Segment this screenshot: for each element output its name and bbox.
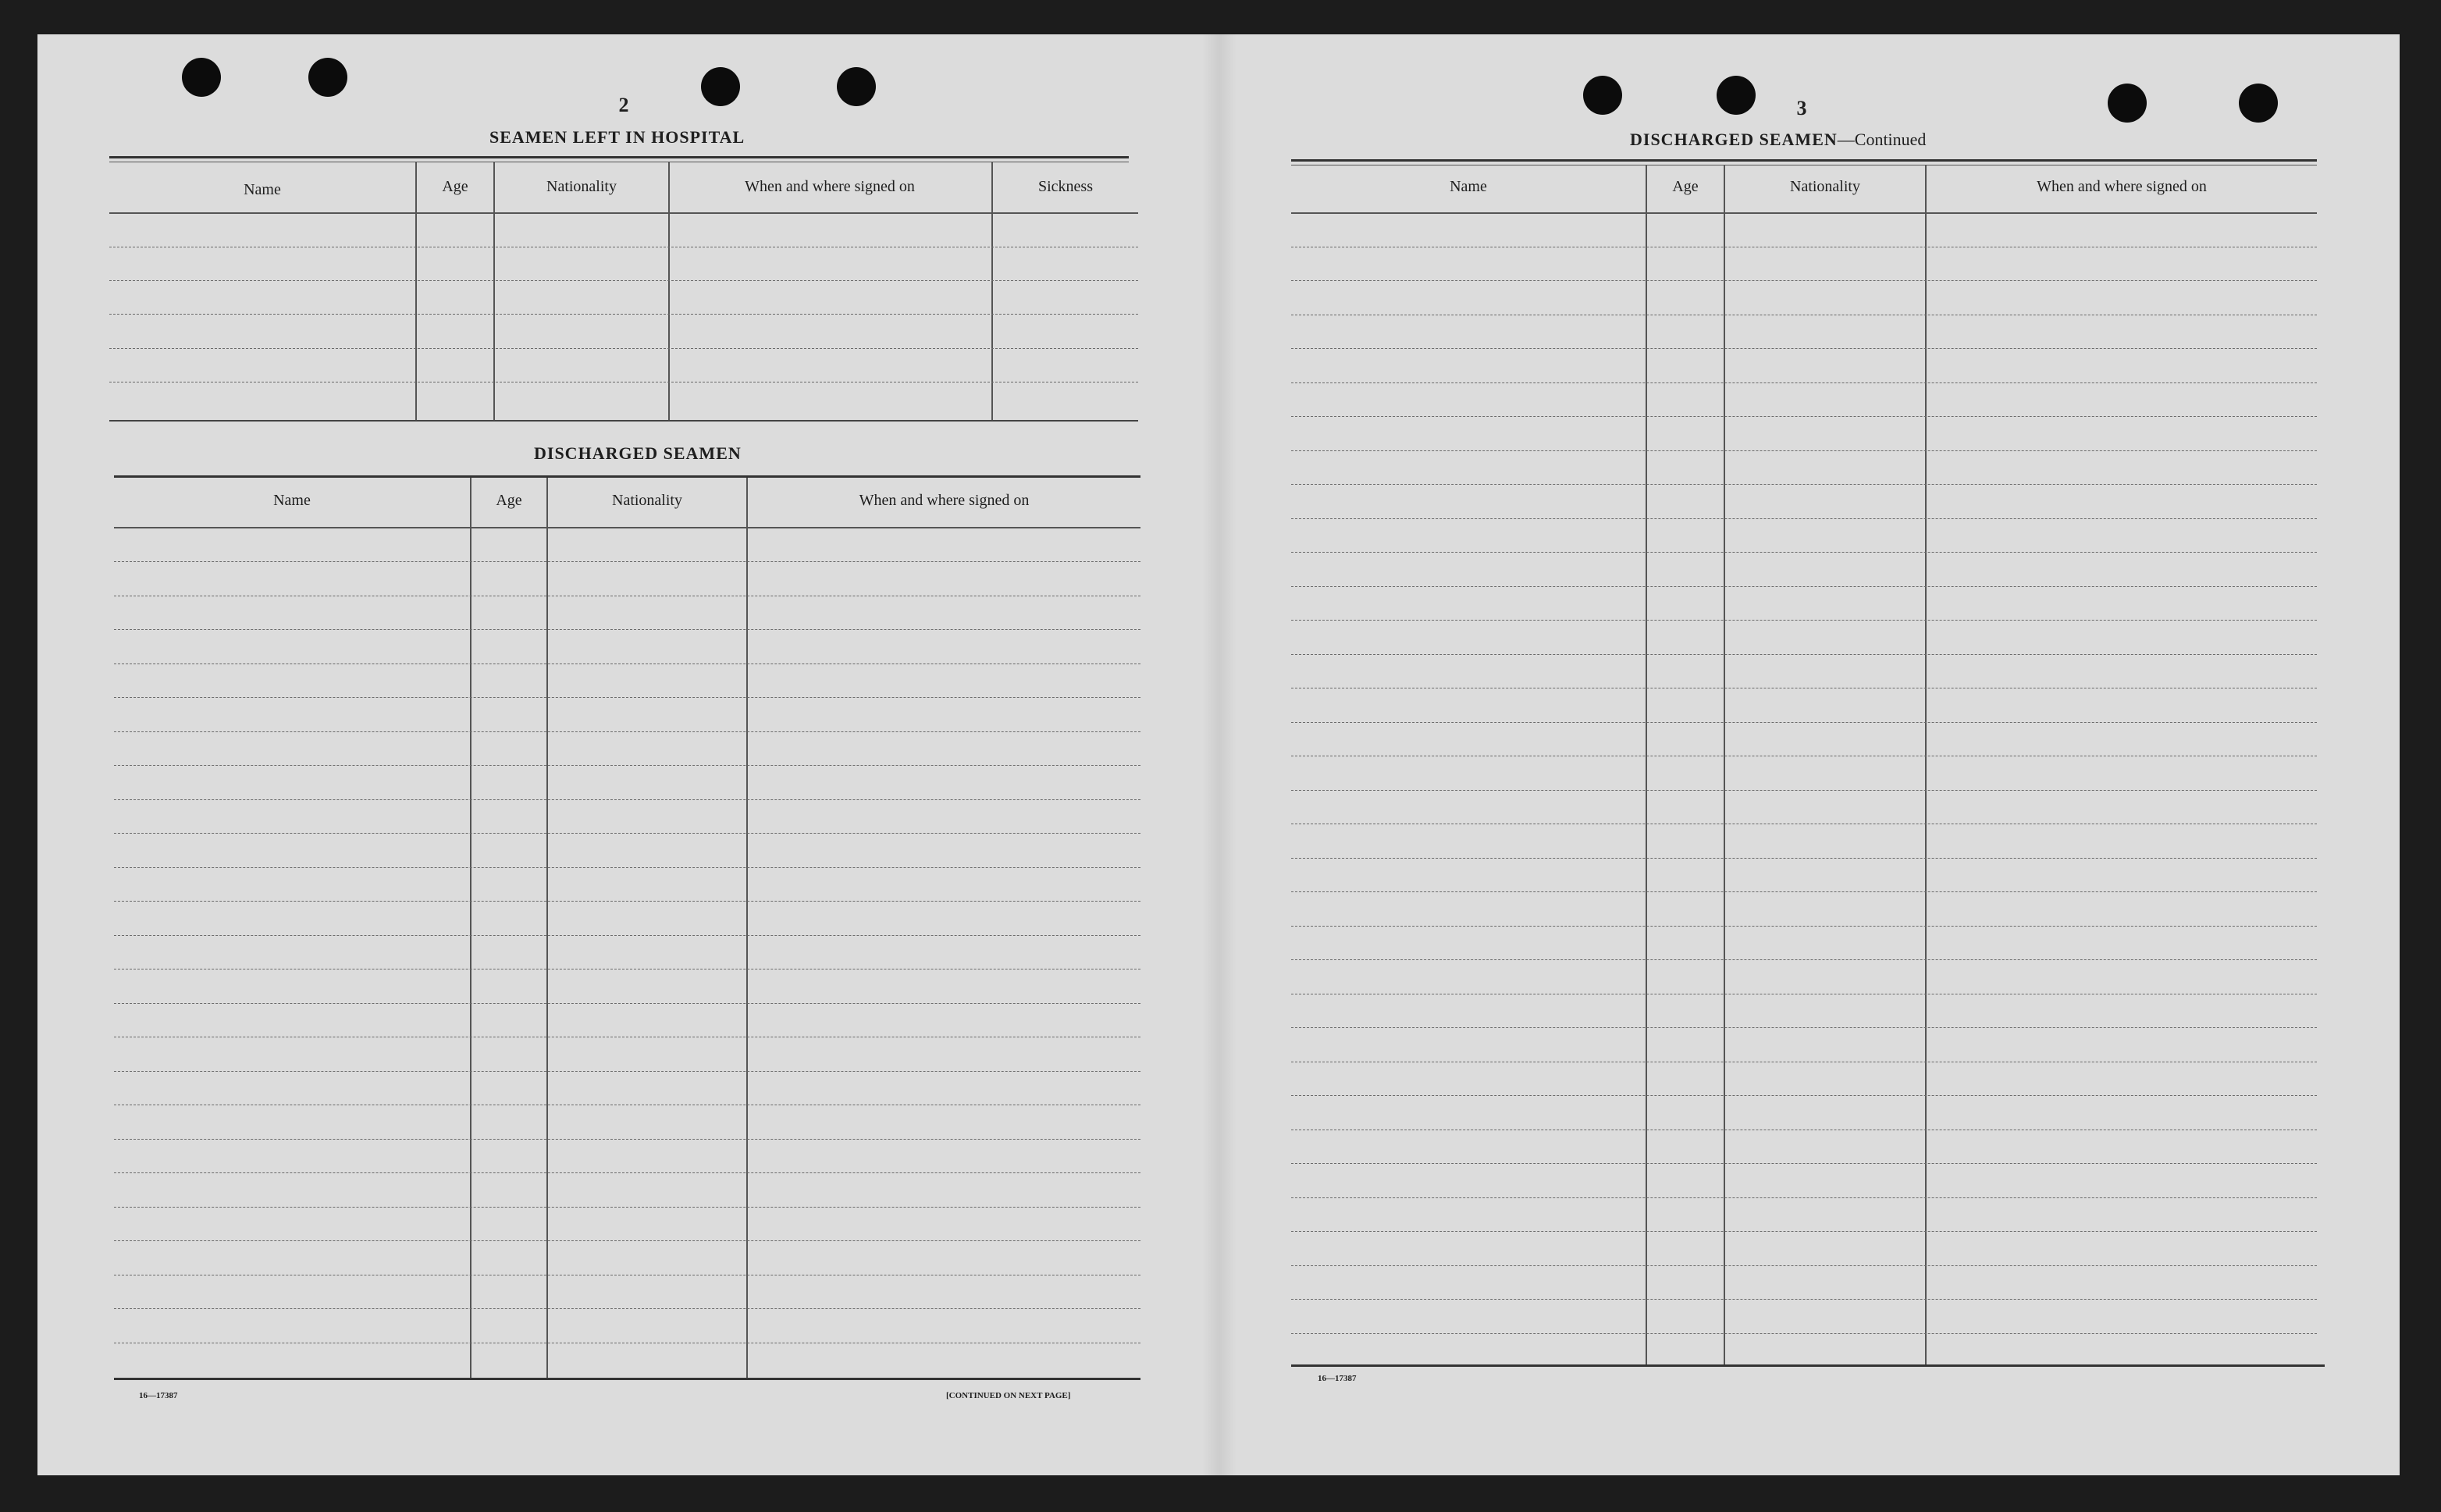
punch-hole <box>1583 76 1622 115</box>
table-row <box>1291 790 2317 791</box>
table-row <box>114 1240 1140 1241</box>
table-row <box>1291 416 2317 417</box>
table-row <box>114 935 1140 936</box>
table-row <box>114 1071 1140 1072</box>
column-header-signed-on: When and where signed on <box>859 492 1030 509</box>
column-divider <box>1724 165 1725 1366</box>
section-title-suffix: —Continued <box>1837 130 1927 149</box>
table-row <box>1291 348 2317 349</box>
table-row <box>1291 1163 2317 1164</box>
page-number: 2 <box>618 94 629 116</box>
punch-hole <box>308 58 347 97</box>
table-row <box>114 1172 1140 1173</box>
table-row <box>1291 450 2317 451</box>
table-row <box>114 1139 1140 1140</box>
column-header-nationality: Nationality <box>612 492 682 509</box>
table-row <box>1291 620 2317 621</box>
section-title-discharged-continued <box>1630 130 1926 150</box>
continued-note: [CONTINUED ON NEXT PAGE] <box>946 1391 1071 1400</box>
punch-hole <box>837 67 876 106</box>
column-header-name: Name <box>273 492 311 509</box>
section-title-discharged: DISCHARGED SEAMEN <box>534 443 742 463</box>
header-rule <box>109 212 1138 214</box>
table-row <box>114 901 1140 902</box>
table-row <box>114 1308 1140 1309</box>
header-rule <box>1291 212 2317 214</box>
punch-hole <box>701 67 740 106</box>
table-row <box>1291 959 2317 960</box>
title-rule <box>109 156 1129 158</box>
table-row <box>1291 382 2317 383</box>
punch-hole <box>1717 76 1756 115</box>
form-number: 16—17387 <box>139 1391 178 1400</box>
center-fold <box>1202 34 1237 1475</box>
table-row <box>114 833 1140 834</box>
column-header-age: Age <box>496 492 522 509</box>
table-row <box>1291 1027 2317 1028</box>
table-row <box>1291 926 2317 927</box>
table-row <box>114 561 1140 562</box>
column-header-name: Name <box>244 181 281 198</box>
section-title-hospital: SEAMEN LEFT IN HOSPITAL <box>489 127 745 147</box>
table-row <box>109 280 1138 281</box>
table-row <box>1291 484 2317 485</box>
table-row <box>1291 586 2317 587</box>
column-divider <box>1925 165 1927 1366</box>
title-rule <box>1291 159 2317 162</box>
column-header-sickness: Sickness <box>1038 178 1093 195</box>
column-header-signed-on: When and where signed on <box>2037 178 2207 195</box>
table-row <box>114 867 1140 868</box>
punch-hole <box>182 58 221 97</box>
column-divider <box>1646 165 1647 1366</box>
section-title-text: DISCHARGED SEAMEN <box>1630 130 1838 149</box>
table-row <box>1291 1333 2317 1334</box>
column-header-age: Age <box>442 178 468 195</box>
column-divider <box>746 478 748 1379</box>
column-header-nationality: Nationality <box>1790 178 1860 195</box>
header-rule <box>114 527 1140 528</box>
column-header-nationality: Nationality <box>546 178 617 195</box>
column-header-signed-on: When and where signed on <box>745 178 915 195</box>
table-row <box>1291 518 2317 519</box>
column-header-age: Age <box>1672 178 1699 195</box>
table-row <box>109 348 1138 349</box>
table-row <box>1291 654 2317 655</box>
table-row <box>114 799 1140 800</box>
table-row <box>1291 858 2317 859</box>
table-row <box>1291 1095 2317 1096</box>
table-row <box>114 731 1140 732</box>
table-row <box>114 765 1140 766</box>
table-row <box>1291 1231 2317 1232</box>
punch-hole <box>2239 84 2278 123</box>
page-number: 3 <box>1796 97 1807 119</box>
column-divider <box>470 478 471 1379</box>
table-row <box>114 697 1140 698</box>
table-bottom-rule <box>1291 1364 2325 1367</box>
table-row <box>109 314 1138 315</box>
form-number: 16—17387 <box>1318 1374 1357 1383</box>
table-row <box>1291 1197 2317 1198</box>
table-bottom-rule <box>114 1378 1140 1380</box>
table-row <box>1291 722 2317 723</box>
title-rule <box>114 475 1140 478</box>
table-row <box>1291 280 2317 281</box>
table-row <box>1291 891 2317 892</box>
column-divider <box>546 478 548 1379</box>
table-row <box>114 1003 1140 1004</box>
punch-hole <box>2108 84 2147 123</box>
table-row <box>1291 1265 2317 1266</box>
table-row <box>1291 1299 2317 1300</box>
table-row <box>114 1207 1140 1208</box>
table-row <box>1291 552 2317 553</box>
table-bottom-rule <box>109 420 1138 422</box>
table-row <box>114 629 1140 630</box>
column-header-name: Name <box>1450 178 1487 195</box>
